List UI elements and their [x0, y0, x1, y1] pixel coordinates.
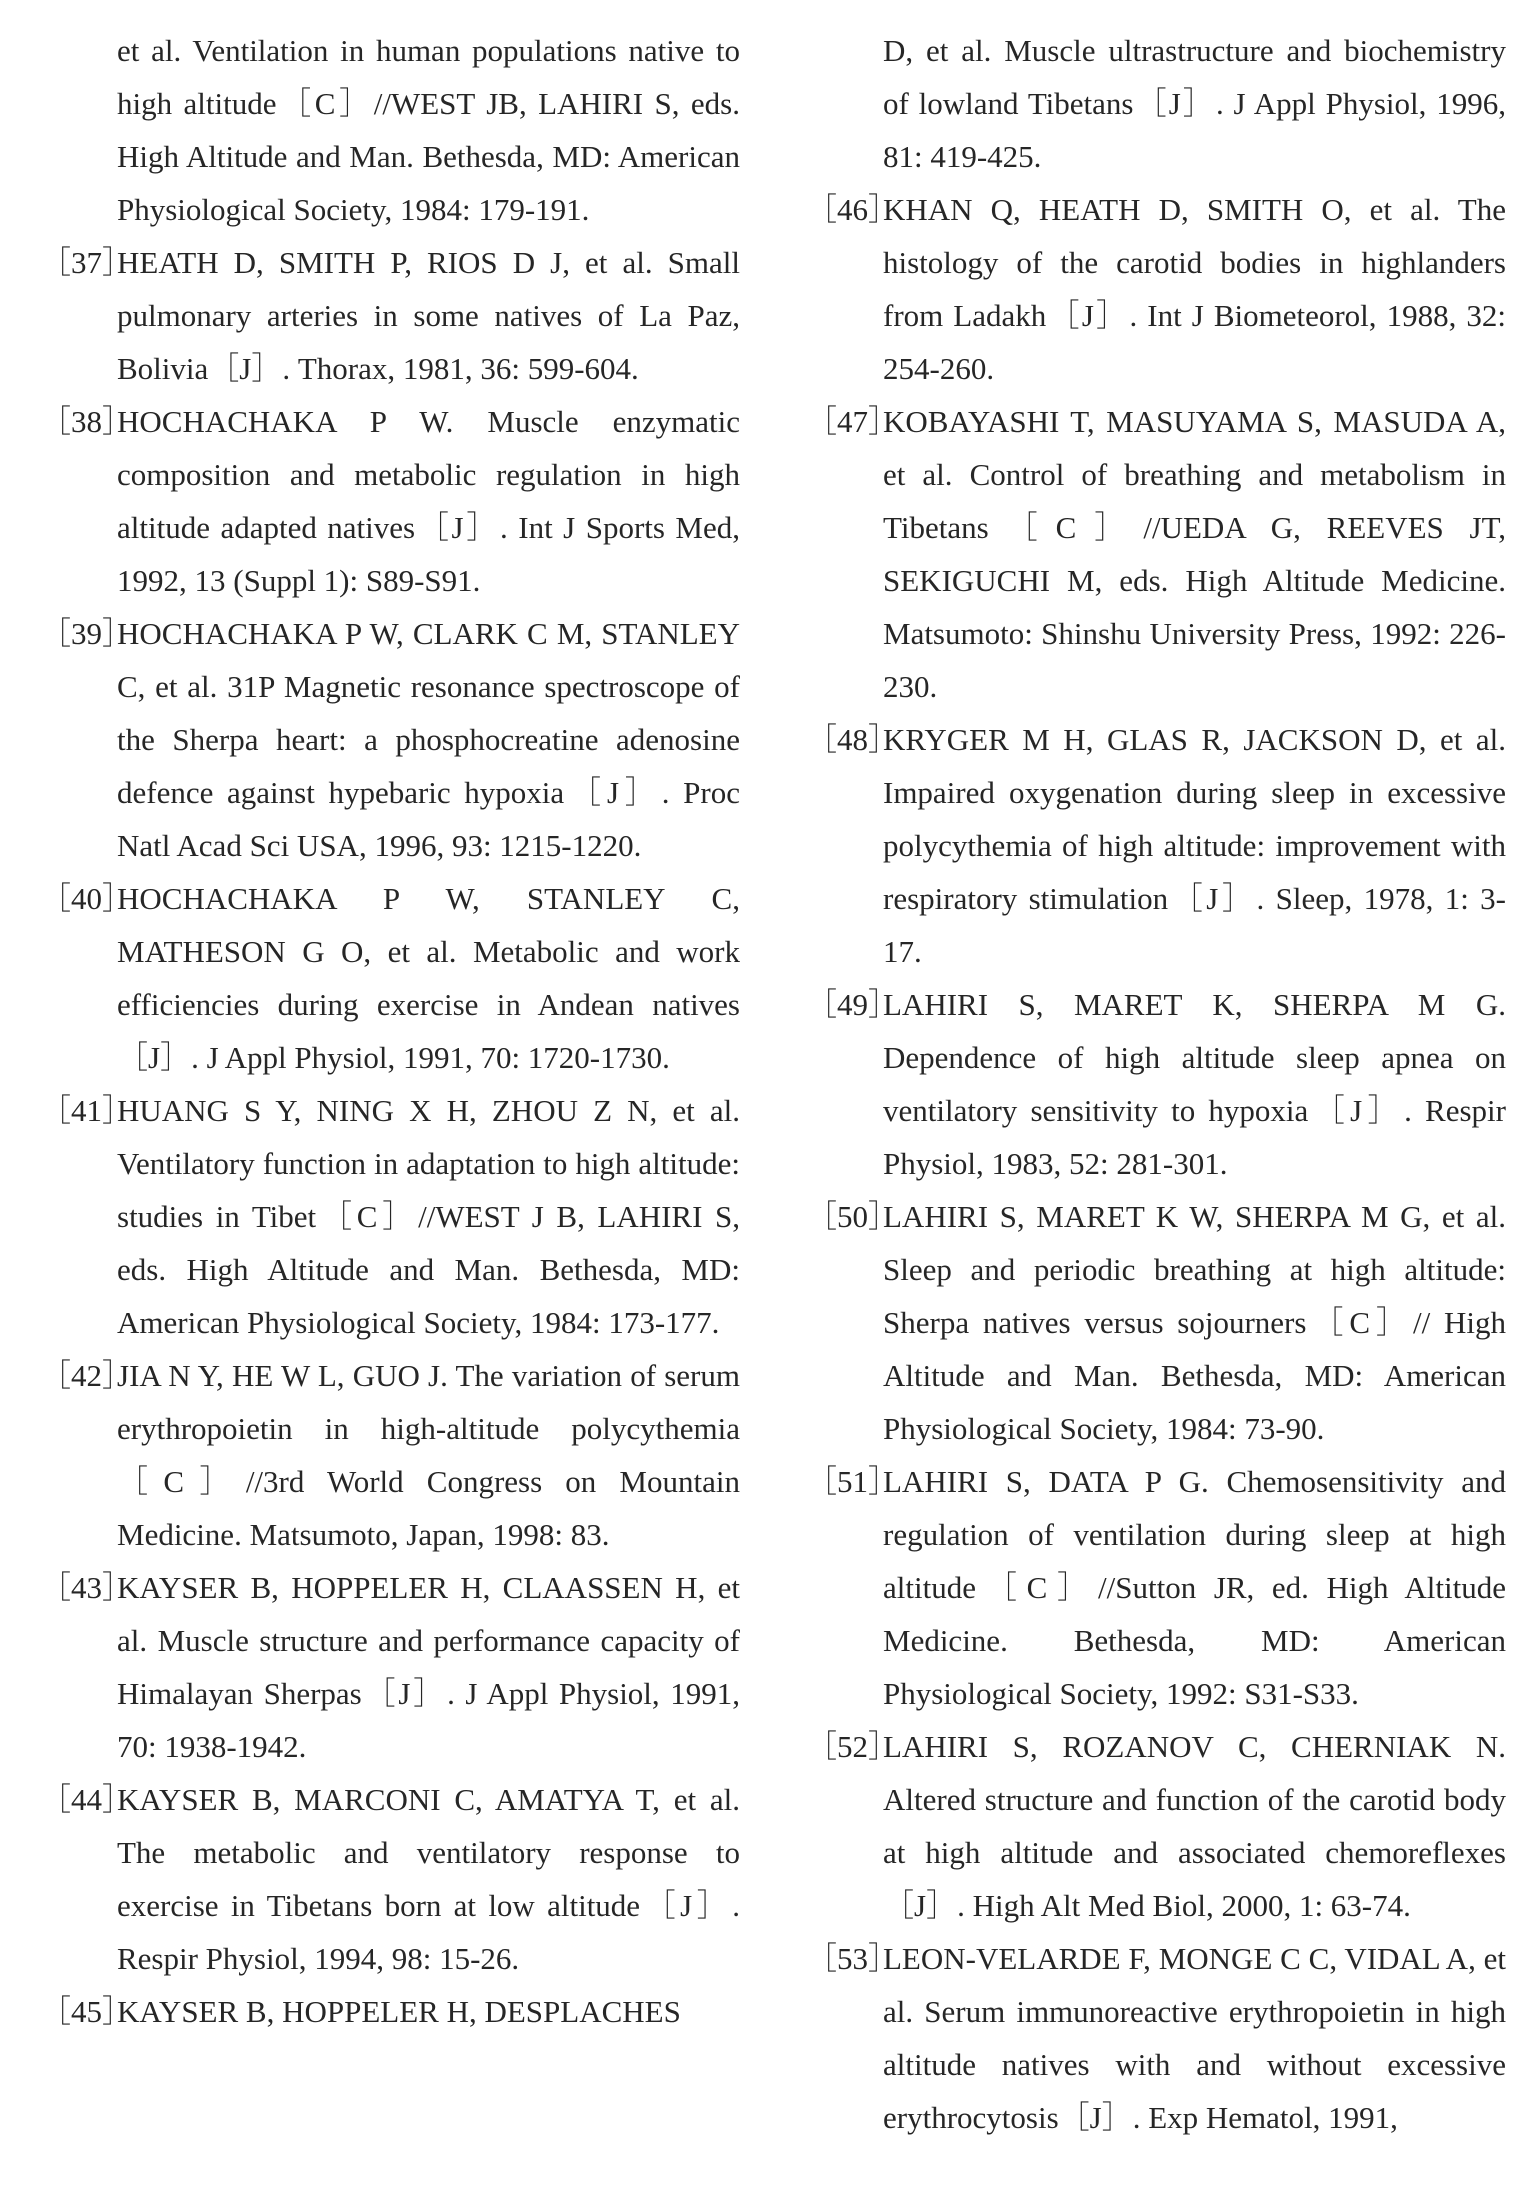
reference-text: KAYSER B, MARCONI C, AMATYA T, et al. The metabolic and ventilatory response to exercise in Tibetans born at low altitude［J］. Respir Physiol, 1994, 98: 15-26.: [117, 1782, 740, 1976]
reference-number: ［50］: [806, 1199, 899, 1234]
reference-text: HEATH D, SMITH P, RIOS D J, et al. Small pulmonary arteries in some natives of La Paz, Bolivia［J］. Thorax, 1981, 36: 599-604.: [117, 245, 740, 386]
reference-text: KHAN Q, HEATH D, SMITH O, et al. The histology of the carotid bodies in highlanders from Ladakh［J］. Int J Biometeorol, 1988, 32: 254-260.: [883, 192, 1506, 386]
reference-number: ［52］: [806, 1729, 899, 1764]
reference-text: LAHIRI S, ROZANOV C, CHERNIAK N. Altered structure and function of the carotid body at high altitude and associated chemoreflexes［J］. High Alt Med Biol, 2000, 1: 63-74.: [883, 1729, 1506, 1923]
reference-text: HOCHACHAKA P W. Muscle enzymatic composition and metabolic regulation in high altitude adapted natives［J］. Int J Sports Med, 1992, 13 (Suppl 1): S89-S91.: [117, 404, 740, 598]
reference-number: ［48］: [806, 722, 899, 757]
reference-entry: [40, 1084, 740, 1349]
reference-text: LAHIRI S, MARET K, SHERPA M G. Dependence of high altitude sleep apnea on ventilatory sensitivity to hypoxia［J］. Respir Physiol, 1983, 52: 281-301.: [883, 987, 1506, 1181]
reference-entry: [806, 713, 1506, 978]
reference-number: ［38］: [40, 404, 133, 439]
reference-number: ［40］: [40, 881, 133, 916]
reference-entry: [806, 1720, 1506, 1932]
reference-text: KOBAYASHI T, MASUYAMA S, MASUDA A, et al. Control of breathing and metabolism in Tibetans［C］//UEDA G, REEVES JT, SEKIGUCHI M, eds. High Altitude Medicine. Matsumoto: Shinshu University Press, 1992: 226-230.: [883, 404, 1506, 704]
reference-text: HOCHACHAKA P W, CLARK C M, STANLEY C, et al. 31P Magnetic resonance spectroscope of the Sherpa heart: a phosphocreatine adenosine defence against hypebaric hypoxia［J］. Proc Natl Acad Sci USA, 1996, 93: 1215-1220.: [117, 616, 740, 863]
reference-text: D, et al. Muscle ultrastructure and biochemistry of lowland Tibetans［J］. J Appl Physiol, 1996, 81: 419-425.: [883, 33, 1506, 174]
reference-entry: [40, 236, 740, 395]
reference-number: ［42］: [40, 1358, 133, 1393]
reference-entry: [40, 395, 740, 607]
reference-text: HOCHACHAKA P W, STANLEY C, MATHESON G O, et al. Metabolic and work efficiencies during exercise in Andean natives［J］. J Appl Physiol, 1991, 70: 1720-1730.: [117, 881, 740, 1075]
reference-text: KAYSER B, HOPPELER H, DESPLACHES: [117, 1994, 681, 2029]
reference-number: ［47］: [806, 404, 899, 439]
reference-text: LAHIRI S, MARET K W, SHERPA M G, et al. Sleep and periodic breathing at high altitude: Sherpa natives versus sojourners［C］// High Altitude and Man. Bethesda, MD: American Physiological Society, 1984: 73-90.: [883, 1199, 1506, 1446]
reference-entry: [806, 1455, 1506, 1720]
reference-entry: [40, 1561, 740, 1773]
reference-number: ［37］: [40, 245, 133, 280]
references-left-column: [40, 24, 740, 2038]
reference-text: JIA N Y, HE W L, GUO J. The variation of serum erythropoietin in high-altitude polycythemia［C］//3rd World Congress on Mountain Medicine. Matsumoto, Japan, 1998: 83.: [117, 1358, 740, 1552]
reference-text: LEON-VELARDE F, MONGE C C, VIDAL A, et al. Serum immunoreactive erythropoietin in high altitude natives with and without excessive erythrocytosis［J］. Exp Hematol, 1991,: [883, 1941, 1506, 2135]
reference-number: ［51］: [806, 1464, 899, 1499]
reference-number: ［39］: [40, 616, 133, 651]
reference-entry: [40, 24, 740, 236]
reference-text: et al. Ventilation in human populations native to high altitude［C］//WEST JB, LAHIRI S, eds. High Altitude and Man. Bethesda, MD: American Physiological Society, 1984: 179-191.: [117, 33, 740, 227]
reference-entry: [806, 978, 1506, 1190]
reference-entry: [40, 607, 740, 872]
reference-number: ［44］: [40, 1782, 133, 1817]
reference-entry: [40, 1349, 740, 1561]
reference-entry: [806, 1190, 1506, 1455]
reference-entry: [40, 872, 740, 1084]
reference-number: ［46］: [806, 192, 899, 227]
reference-number: ［49］: [806, 987, 899, 1022]
reference-entry: [40, 1773, 740, 1985]
reference-number: ［43］: [40, 1570, 133, 1605]
reference-text: LAHIRI S, DATA P G. Chemosensitivity and regulation of ventilation during sleep at high altitude［C］//Sutton JR, ed. High Altitude Medicine. Bethesda, MD: American Physiological Society, 1992: S31-S33.: [883, 1464, 1506, 1711]
reference-text: HUANG S Y, NING X H, ZHOU Z N, et al. Ventilatory function in adaptation to high altitude: studies in Tibet［C］//WEST J B, LAHIRI S, eds. High Altitude and Man. Bethesda, MD: American Physiological Society, 1984: 173-177.: [117, 1093, 740, 1340]
reference-entry: [806, 24, 1506, 183]
reference-number: ［53］: [806, 1941, 899, 1976]
reference-number: ［41］: [40, 1093, 133, 1128]
reference-entry: [806, 183, 1506, 395]
reference-entry: [806, 395, 1506, 713]
reference-text: KRYGER M H, GLAS R, JACKSON D, et al. Impaired oxygenation during sleep in excessive polycythemia of high altitude: improvement with respiratory stimulation［J］. Sleep, 1978, 1: 3-17.: [883, 722, 1506, 969]
reference-number: ［45］: [40, 1994, 133, 2029]
reference-entry: [806, 1932, 1506, 2144]
reference-text: KAYSER B, HOPPELER H, CLAASSEN H, et al. Muscle structure and performance capacity of Himalayan Sherpas［J］. J Appl Physiol, 1991, 70: 1938-1942.: [117, 1570, 740, 1764]
reference-entry: [40, 1985, 740, 2038]
references-right-column: [806, 24, 1506, 2144]
